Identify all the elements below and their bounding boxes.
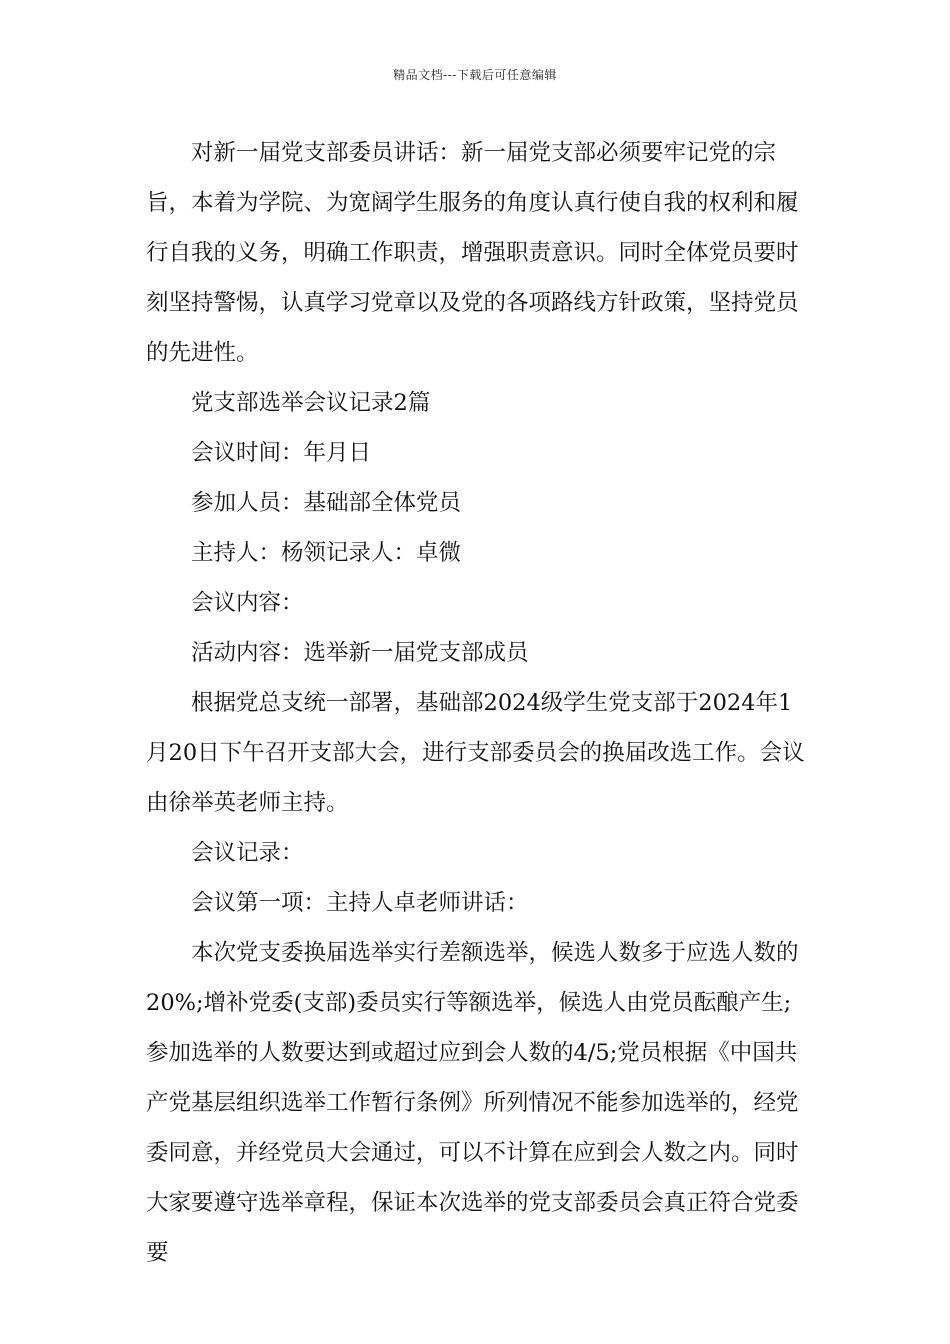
attendees: 参加人员：基础部全体党员 xyxy=(191,490,462,516)
page-header: 精品文档---下载后可任意编辑 xyxy=(393,68,557,82)
host-recorder: 主持人：杨领记录人：卓微 xyxy=(191,540,462,566)
paragraph-speech: 对新一届党支部委员讲话：新一届党支部必须要牢记党的宗旨，本着为学院、为宽阔学生服务的角度认真行使自我的权利和履行自我的义务，明确工作职责，增强职责意识。同时全体党员要时刻坚持警惕，认真学习党章以及党的各项路线方针政策，坚持党员的先进性。 xyxy=(146,140,799,366)
document-body xyxy=(146,128,811,1278)
paragraph-election-rules: 本次党支委换届选举实行差额选举，候选人数多于应选人数的20%;增补党委(支部)委员实行等额选举，候选人由党员酝酿产生;参加选举的人数要达到或超过应到会人数的4/5;党员根据《中国共产党基层组织选举工作暂行条例》所列情况不能参加选举的，经党委同意，并经党员大会通过，可以不计算在应到会人数之内。同时大家要遵守选举章程，保证本次选举的党支部委员会真正符合党委要 xyxy=(146,940,799,1266)
meeting-content-label: 会议内容： xyxy=(191,590,304,616)
meeting-time: 会议时间：年月日 xyxy=(191,440,372,466)
meeting-record-label: 会议记录： xyxy=(191,840,304,866)
item-one-heading: 会议第一项：主持人卓老师讲话： xyxy=(191,890,529,916)
paragraph-background: 根据党总支统一部署，基础部2024级学生党支部于2024年1月20日下午召开支部大会，进行支部委员会的换届改选工作。会议由徐举英老师主持。 xyxy=(146,690,805,816)
section-title: 党支部选举会议记录2篇 xyxy=(191,390,431,416)
activity-content: 活动内容：选举新一届党支部成员 xyxy=(191,640,529,666)
